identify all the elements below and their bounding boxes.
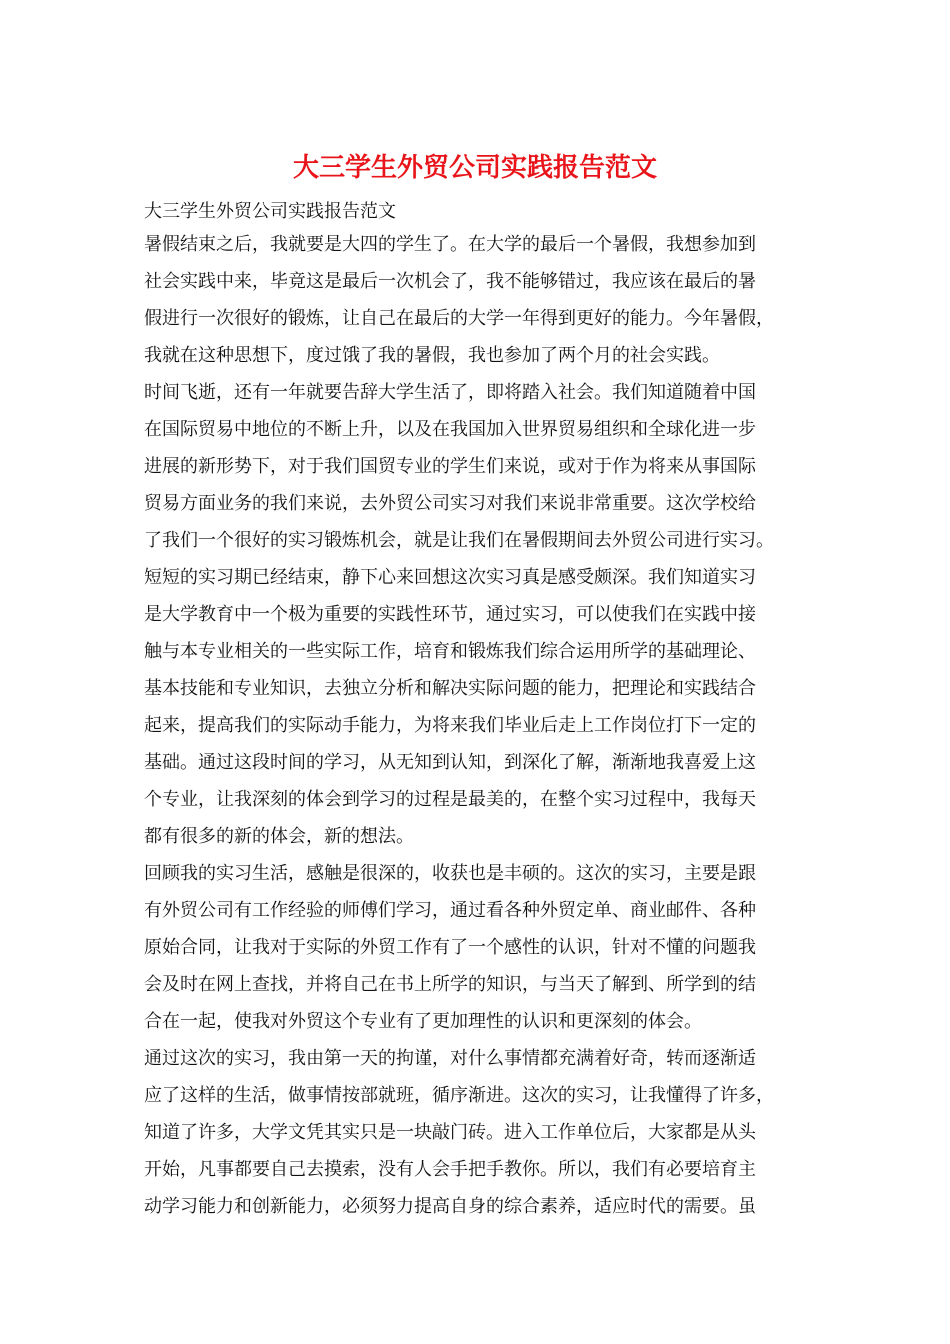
document-subtitle: 大三学生外贸公司实践报告范文 — [144, 201, 396, 222]
body-line: 回顾我的实习生活，感触是很深的，收获也是丰硕的。这次的实习，主要是跟 — [144, 863, 756, 884]
body-line: 动学习能力和创新能力，必须努力提高自身的综合素养，适应时代的需要。虽 — [144, 1196, 756, 1217]
body-line: 有外贸公司有工作经验的师傅们学习，通过看各种外贸定单、商业邮件、各种 — [144, 900, 756, 921]
body-line: 在国际贸易中地位的不断上升，以及在我国加入世界贸易组织和全球化进一步 — [144, 419, 756, 440]
document-body — [144, 226, 806, 1225]
body-line: 起来，提高我们的实际动手能力，为将来我们毕业后走上工作岗位打下一定的 — [144, 715, 756, 736]
body-line: 暑假结束之后，我就要是大四的学生了。在大学的最后一个暑假，我想参加到 — [144, 234, 756, 255]
body-line: 通过这次的实习，我由第一天的拘谨，对什么事情都充满着好奇，转而逐渐适 — [144, 1048, 756, 1069]
body-line: 基本技能和专业知识，去独立分析和解决实际问题的能力，把理论和实践结合 — [144, 678, 756, 699]
body-line: 是大学教育中一个极为重要的实践性环节，通过实习，可以使我们在实践中接 — [144, 604, 756, 625]
body-line: 贸易方面业务的我们来说，去外贸公司实习对我们来说非常重要。这次学校给 — [144, 493, 756, 514]
body-line: 个专业，让我深刻的体会到学习的过程是最美的，在整个实习过程中，我每天 — [144, 789, 756, 810]
body-line: 社会实践中来，毕竟这是最后一次机会了，我不能够错过，我应该在最后的暑 — [144, 271, 756, 292]
body-line: 应了这样的生活，做事情按部就班，循序渐进。这次的实习，让我懂得了许多， — [144, 1085, 774, 1106]
body-line: 时间飞逝，还有一年就要告辞大学生活了，即将踏入社会。我们知道随着中国 — [144, 382, 756, 403]
body-line: 进展的新形势下，对于我们国贸专业的学生们来说，或对于作为将来从事国际 — [144, 456, 756, 477]
body-line: 原始合同，让我对于实际的外贸工作有了一个感性的认识，针对不懂的问题我 — [144, 937, 756, 958]
body-line: 会及时在网上查找，并将自己在书上所学的知识，与当天了解到、所学到的结 — [144, 974, 756, 995]
document-title: 大三学生外贸公司实践报告范文 — [292, 153, 657, 183]
body-line: 了我们一个很好的实习锻炼机会，就是让我们在暑假期间去外贸公司进行实习。 — [144, 530, 774, 551]
body-line: 触与本专业相关的一些实际工作，培育和锻炼我们综合运用所学的基础理论、 — [144, 641, 756, 662]
body-line: 短短的实习期已经结束，静下心来回想这次实习真是感受颇深。我们知道实习 — [144, 567, 756, 588]
body-line: 我就在这种思想下，度过饿了我的暑假，我也参加了两个月的社会实践。 — [144, 345, 720, 366]
body-line: 基础。通过这段时间的学习，从无知到认知，到深化了解，渐渐地我喜爱上这 — [144, 752, 756, 773]
body-line: 都有很多的新的体会，新的想法。 — [144, 826, 414, 847]
body-line: 合在一起，使我对外贸这个专业有了更加理性的认识和更深刻的体会。 — [144, 1011, 702, 1032]
body-line: 知道了许多，大学文凭其实只是一块敲门砖。进入工作单位后，大家都是从头 — [144, 1122, 756, 1143]
body-line: 开始，凡事都要自己去摸索，没有人会手把手教你。所以，我们有必要培育主 — [144, 1159, 756, 1180]
body-line: 假进行一次很好的锻炼，让自己在最后的大学一年得到更好的能力。今年暑假， — [144, 308, 774, 329]
